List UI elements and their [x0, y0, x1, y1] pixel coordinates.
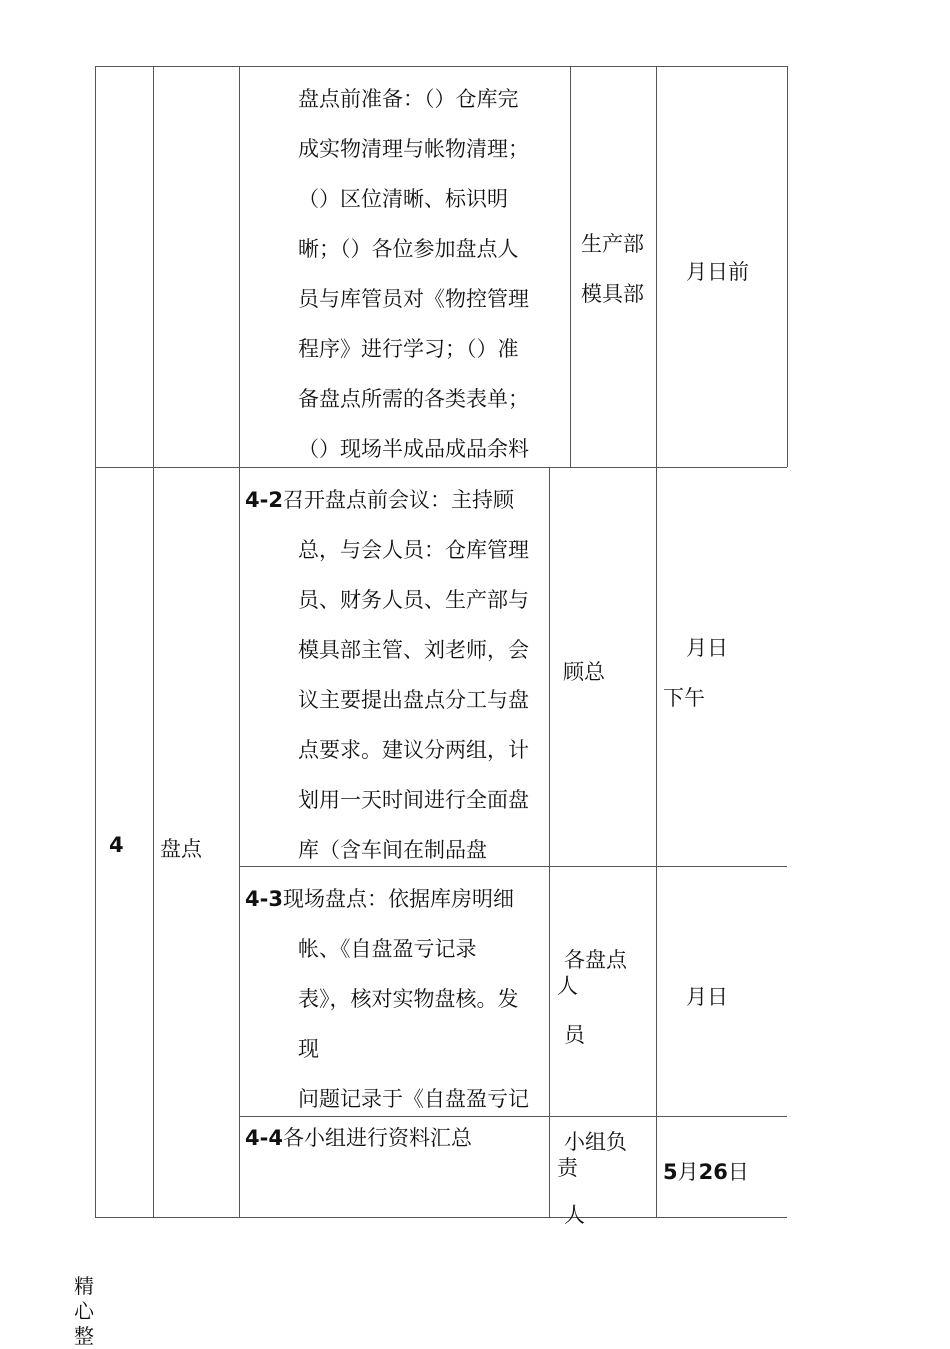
sub-code: 4-2	[245, 488, 283, 512]
table-top-border	[95, 66, 787, 67]
col-divider-1	[153, 66, 154, 1218]
sub-line: 问题记录于《自盘盈亏记	[298, 1087, 529, 1111]
footer-vertical-text	[74, 1274, 98, 1349]
time-month-number: 5	[663, 1160, 678, 1184]
prep-line: （）现场半成品成品余料	[298, 437, 529, 461]
sub-4-4-owner-line1: 小组负	[564, 1130, 627, 1154]
col-divider-4	[656, 66, 657, 1218]
sub-title: 各小组进行资料汇总	[282, 1126, 472, 1150]
sub-4-2-content	[298, 525, 529, 875]
prep-line: 成实物清理与帐物清理；	[298, 137, 529, 161]
sub-line: 模具部主管、刘老师，会	[298, 638, 529, 662]
sub-4-3-first-line	[245, 874, 514, 924]
sub-line: 划用一天时间进行全面盘	[298, 788, 529, 812]
prep-line: （）区位清晰、标识明	[298, 187, 508, 211]
sub-line: 议主要提出盘点分工与盘	[298, 688, 529, 712]
sub-4-2-first-line	[245, 475, 514, 525]
sub-line: 总，与会人员：仓库管理	[298, 538, 529, 562]
sub-line: 员、财务人员、生产部与	[298, 588, 529, 612]
col-right-border-top	[787, 66, 788, 467]
time-day-number: 26	[698, 1160, 728, 1184]
prep-content	[298, 74, 529, 474]
prep-owner	[581, 219, 644, 319]
prep-time: 月日前	[686, 260, 749, 284]
sub-line: 现	[298, 1037, 319, 1061]
sub-title: 现场盘点：依据库房明细	[282, 887, 514, 911]
prep-line: 员与库管员对《物控管理	[298, 287, 529, 311]
time-day-char: 日	[727, 1160, 749, 1184]
prep-line: 备盘点所需的各类表单；	[298, 387, 529, 411]
footer-char: 整	[74, 1324, 94, 1348]
footer-char: 心	[74, 1299, 94, 1323]
footer-char: 精	[74, 1274, 94, 1298]
prep-line: 晰；（）各位参加盘点人	[298, 237, 519, 261]
sub-line: 帐、《自盘盈亏记录	[298, 937, 477, 961]
sub-code: 4-4	[245, 1126, 283, 1150]
col-left-border	[95, 66, 96, 1218]
sub-4-3-owner-line2: 人	[557, 974, 578, 998]
step-name: 盘点	[160, 837, 202, 861]
sub-4-4-owner-line2: 责	[557, 1156, 578, 1180]
sub-4-2-time-period: 下午	[663, 686, 705, 710]
sub-code: 4-3	[245, 887, 283, 911]
sub-4-4-owner-line3: 人	[564, 1203, 585, 1227]
owner-line: 模具部	[581, 282, 644, 306]
time-month-char: 月	[677, 1160, 699, 1184]
sub-4-4-first-line	[245, 1113, 472, 1163]
col-divider-2	[239, 66, 240, 1218]
owner-line: 生产部	[581, 232, 644, 256]
sub-title: 召开盘点前会议：主持顾	[282, 488, 514, 512]
sub-4-2-owner: 顾总	[563, 660, 605, 684]
prep-line: 盘点前准备：（）仓库完	[298, 87, 519, 111]
col-divider-3-top	[570, 66, 571, 467]
prep-line: 程序》进行学习；（）准	[298, 337, 519, 361]
step-number: 4	[109, 833, 124, 857]
sub-4-4-time	[663, 1156, 749, 1186]
sub-4-3-content	[298, 924, 529, 1124]
sub-line: 库（含车间在制品盘	[298, 838, 487, 862]
sub-4-3-owner-line1: 各盘点	[564, 948, 627, 972]
sub-4-3-owner-line3: 员	[564, 1023, 585, 1047]
sub-line: 点要求。建议分两组，计	[298, 738, 529, 762]
col-divider-3-bottom	[549, 467, 550, 1218]
sub-4-2-time-date: 月日	[686, 636, 728, 660]
table-bottom-border	[95, 1217, 787, 1218]
sub-line: 表》，核对实物盘核。发	[298, 987, 519, 1011]
sub-4-3-time: 月日	[686, 985, 728, 1009]
